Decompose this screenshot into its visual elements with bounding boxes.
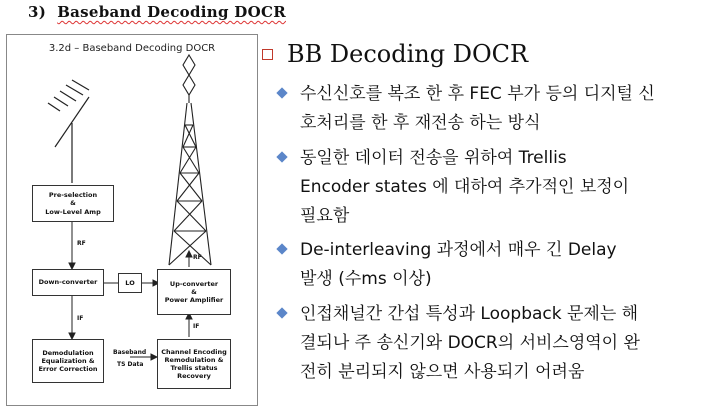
diamond-bullet-icon xyxy=(276,151,287,162)
demodulation-block: Demodulation Equalization & Error Correction xyxy=(32,339,104,383)
bullet-item xyxy=(300,236,708,294)
section-heading xyxy=(28,3,286,21)
section-number: 3) xyxy=(28,3,47,21)
diamond-bullet-icon xyxy=(276,87,287,98)
diamond-bullet-icon xyxy=(276,243,287,254)
if-label-right: IF xyxy=(193,323,200,330)
bullet-line: 인접채널간 간섭 특성과 Loopback 문제는 해 xyxy=(300,304,639,324)
bullet-line: 수신신호를 복조 한 후 FEC 부가 등의 디지털 신 xyxy=(300,84,655,104)
bullet-item xyxy=(300,300,708,387)
downconverter-block: Down-converter xyxy=(32,269,104,296)
transmit-tower-icon xyxy=(169,55,211,265)
bullet-line: 동일한 데이터 전송을 위하여 Trellis xyxy=(300,148,567,168)
bullet-line: 결되나 주 송신기와 DOCR의 서비스영역이 완 xyxy=(300,333,640,353)
lo-block: LO xyxy=(118,273,142,293)
block-diagram-figure xyxy=(6,34,258,406)
receive-antenna-icon xyxy=(48,80,89,183)
rf-label-right: RF xyxy=(193,254,202,261)
bullet-line: 호처리를 한 후 재전송 하는 방식 xyxy=(300,113,541,133)
channel-encoding-block: Channel Encoding Remodulation & Trellis status Recovery xyxy=(157,339,231,389)
ts-data-label: TS Data xyxy=(117,361,144,368)
bullet-item xyxy=(300,80,708,138)
section-title: Baseband Decoding DOCR xyxy=(57,3,286,21)
bullet-item xyxy=(300,144,708,231)
bullet-line: 발생 (수ms 이상) xyxy=(300,269,432,289)
bullet-line: 필요함 xyxy=(300,206,350,226)
upconverter-block: Up-converter & Power Amplifier xyxy=(157,269,231,315)
bullet-line: De-interleaving 과정에서 매우 긴 Delay xyxy=(300,240,617,260)
baseband-label: Baseband xyxy=(113,349,147,356)
slide-title-text: BB Decoding DOCR xyxy=(287,40,529,68)
preselection-block: Pre-selection & Low-Level Amp xyxy=(32,185,114,222)
diamond-bullet-icon xyxy=(276,307,287,318)
figure-title: 3.2d – Baseband Decoding DOCR xyxy=(48,43,216,54)
square-bullet-icon xyxy=(262,49,273,60)
slide-title xyxy=(262,40,528,68)
rf-label-left: RF xyxy=(77,240,86,247)
if-label-left: IF xyxy=(77,315,84,322)
bullet-line: Encoder states 에 대하여 추가적인 보정이 xyxy=(300,177,630,197)
bullet-line: 전히 분리되지 않으면 사용되기 어려움 xyxy=(300,362,585,382)
